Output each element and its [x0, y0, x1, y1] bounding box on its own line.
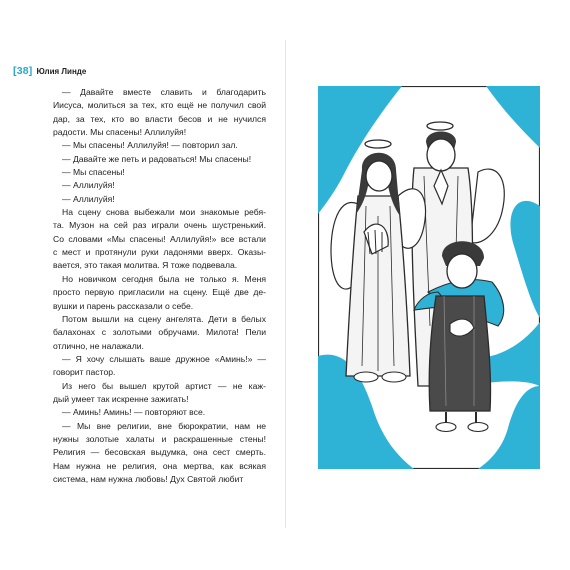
text-line: говорит пастор.	[53, 367, 116, 378]
text-line: система, нам нужна любовь! Дух Святой любит	[53, 473, 244, 484]
text-line: — Давайте вместе славить и благодарить	[62, 87, 266, 97]
text-line: радости. Мы спасены! Аллилуйя!	[53, 127, 187, 138]
text-line: — Аминь! Аминь! — повторяют все.	[62, 407, 206, 418]
text-line: балахонах с золотыми обручами. Милота! Пели	[53, 327, 266, 338]
text-line: вушки и парень рассказали о себе.	[53, 300, 194, 311]
right-page	[285, 0, 570, 570]
text-line: с мест и протянули руки ладонями вверх. Оказы-	[53, 247, 266, 258]
text-line: — Аллилуйя!	[62, 180, 115, 191]
text-line: — Мы спасены! Аллилуйя! — повторил зал.	[62, 140, 238, 151]
running-header	[13, 64, 86, 78]
text-line: Потом вышли на сцену ангелята. Дети в белых	[62, 313, 266, 324]
angel-children-illustration	[318, 86, 540, 469]
text-line: та. Музон на сей раз играли очень шустренький.	[53, 220, 266, 231]
text-line: просто первую пригласили на сцену. Ещё две де-	[53, 287, 266, 298]
text-line: — Я хочу слышать ваше дружное «Аминь!» —	[62, 353, 266, 364]
text-line: вается, это такая молитва. Я тоже подвевала.	[53, 260, 238, 271]
text-line: дый умеет так искренне зажигать!	[53, 393, 189, 404]
text-line: На сцену снова выбежали мои знакомые ребя-	[62, 207, 266, 218]
text-line: Религия — бесовская выдумка, она сест смерть.	[53, 447, 266, 458]
running-author: Юлия Линде	[36, 66, 87, 76]
text-line: — Аллилуйя!	[62, 193, 115, 204]
text-line: — Мы спасены!	[62, 167, 125, 178]
text-line: — Давайте же петь и радоваться! Мы спасены!	[62, 153, 252, 164]
body-text	[53, 86, 266, 486]
text-line: Иисуса, молиться за тех, кто ещё не получил свой	[53, 100, 266, 111]
text-line: Из него бы вышел крутой артист — не каж-	[62, 380, 266, 391]
page-number: [38]	[13, 65, 33, 77]
text-line: Со словами «Мы спасены! Аллилуйя!» все встали	[53, 233, 266, 244]
text-line: отлично, не налажали.	[53, 340, 144, 351]
text-line: дар, за тех, кто во власти бесов и не нучился	[53, 113, 266, 124]
text-line: Но новичком сегодня была не только я. Меня	[62, 273, 266, 284]
text-line: — Мы вне религии, вне бюрократии, нам не	[62, 420, 266, 431]
text-line: Нам нужна не религия, она мертва, как всякая	[53, 460, 266, 471]
text-line: нужны золотые халаты и раскрашенные стены!	[53, 433, 266, 444]
